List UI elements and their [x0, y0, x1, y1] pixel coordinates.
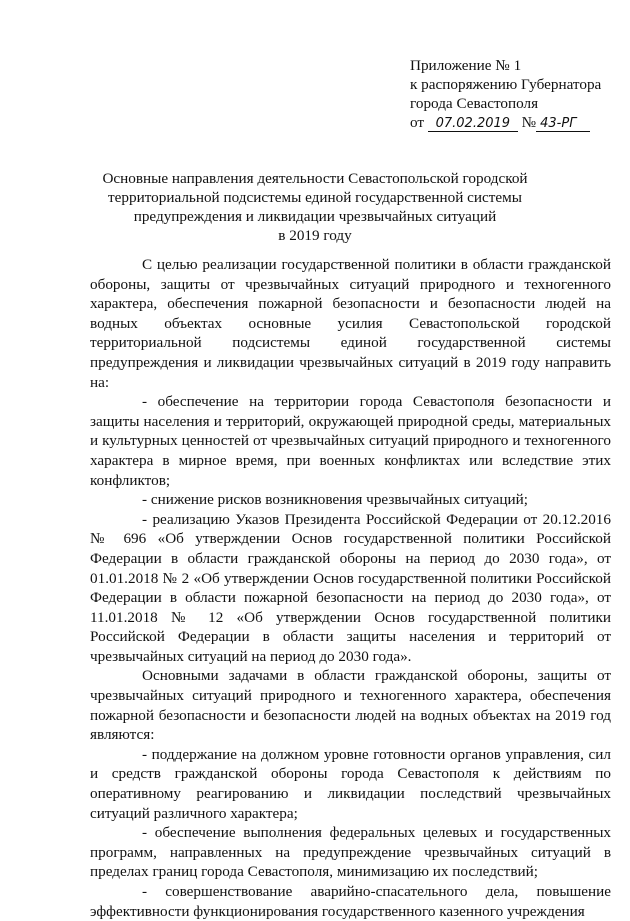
- annex-date-number: [410, 113, 620, 132]
- annex-number-label: №: [521, 114, 537, 131]
- list-item-programs: - обеспечение выполнения федеральных целевых и государственных программ, направленных на предупреждение чрезвычайных ситуаций в пределах границ города Севастополя, минимизацию их последствий;: [90, 824, 611, 881]
- annex-from-label: от: [410, 114, 425, 131]
- paragraph-intro: С целью реализации государственной политики в области гражданской обороны, защиты от чрезвычайных ситуаций природного и техногенного характера, обеспечения пожарной безопасности и безопасности людей на водных объектах основные усилия Севастопольской городской территориальной подсистемы единой государственной системы предупреждения и ликвидации чрезвычайных ситуаций в 2019 году направить на:: [90, 256, 611, 391]
- annex-city: города Севастополя: [410, 95, 539, 112]
- title-line: территориальной подсистемы единой государственной системы: [108, 189, 522, 206]
- paragraph-tasks: Основными задачами в области гражданской обороны, защиты от чрезвычайных ситуаций природного и техногенного характера, обеспечения пожарной безопасности и безопасности людей на водных объектах на 2019 год являются:: [90, 667, 611, 744]
- list-item-risk-reduction: - снижение рисков возникновения чрезвычайных ситуаций;: [142, 491, 528, 509]
- document-body: [90, 255, 611, 921]
- annex-title: Приложение № 1: [410, 57, 522, 74]
- title-line: Основные направления деятельности Севастопольской городской: [102, 170, 528, 187]
- annex-order-ref: к распоряжению Губернатора: [410, 76, 602, 93]
- document-title: [90, 169, 540, 245]
- annex-number: 43-РГ: [536, 117, 590, 132]
- list-item-rescue: - совершенствование аварийно-спасательного дела, повышение эффективности функционирования государственного казенного учреждения: [90, 883, 611, 920]
- title-line: в 2019 году: [278, 227, 352, 244]
- list-item-readiness: - поддержание на должном уровне готовности органов управления, сил и средств гражданской обороны города Севастополя к действиям по оперативному реагированию и ликвидации последствий чрезвычайных ситуаций различного характера;: [90, 745, 611, 822]
- list-item-decrees: - реализацию Указов Президента Российской Федерации от 20.12.2016 № 696 «Об утверждении Основ государственной политики Российской Федерации в области гражданской обороны на период до 2030 года», от 01.01.2018 № 2 «Об утверждении Основ государственной политики Российской Федерации в области пожарной безопасности на период до 2030 года», от 11.01.2018 № 12 «Об утверждении Основ государственной политики Российской Федерации в области защиты населения и территорий от чрезвычайных ситуаций на период до 2030 года».: [90, 510, 611, 665]
- title-line: предупреждения и ликвидации чрезвычайных ситуаций: [133, 208, 497, 225]
- annex-date: 07.02.2019: [428, 117, 518, 132]
- list-item-protection: - обеспечение на территории города Севастополя безопасности и защиты населения и территорий, окружающей природной среды, материальных и культурных ценностей от чрезвычайных ситуаций природного и техногенного характера в мирное время, при военных конфликтах или вследствие этих конфликтов;: [90, 393, 611, 489]
- annex-header: [410, 56, 620, 132]
